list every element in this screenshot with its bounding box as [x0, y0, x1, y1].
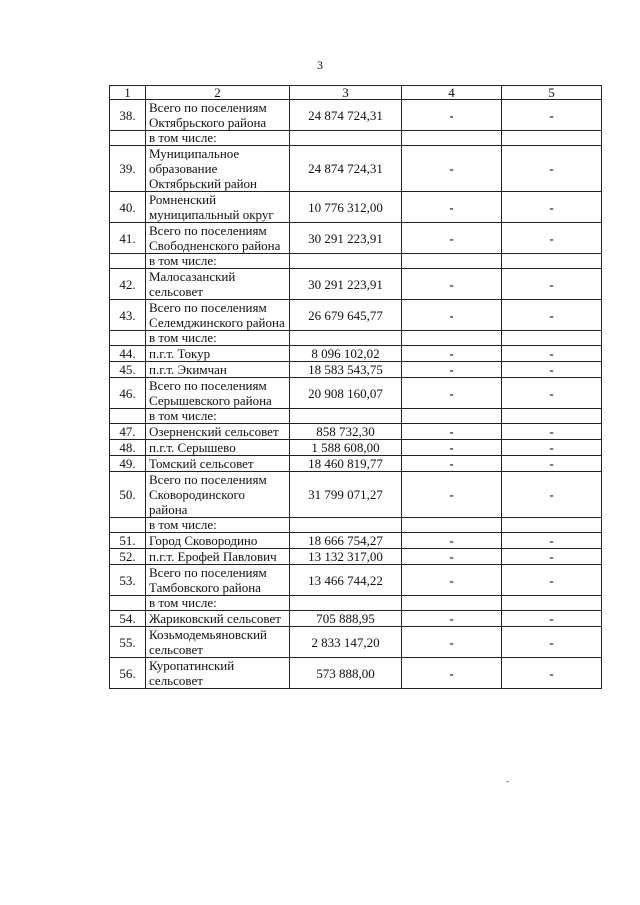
row-amount: [290, 596, 402, 611]
table-subheader-row: [110, 331, 602, 346]
row-col-5: -: [502, 627, 602, 658]
row-col-4: -: [402, 658, 502, 689]
row-name: п.г.т. Ерофей Павлович: [146, 549, 290, 565]
row-number: 54.: [110, 611, 146, 627]
row-number: 42.: [110, 269, 146, 300]
row-amount: 24 874 724,31: [290, 100, 402, 131]
row-col-5: [502, 518, 602, 533]
row-amount: 30 291 223,91: [290, 223, 402, 254]
row-number: 44.: [110, 346, 146, 362]
row-name: Томский сельсовет: [146, 456, 290, 472]
table-body: [110, 86, 602, 689]
row-name: Муниципальное образование Октябрьский район: [146, 146, 290, 192]
table-row: [110, 611, 602, 627]
row-col-4: [402, 409, 502, 424]
table-row: [110, 456, 602, 472]
table-subheader-row: [110, 596, 602, 611]
row-name: Город Сковородино: [146, 533, 290, 549]
row-name: п.г.т. Экимчан: [146, 362, 290, 378]
table-row: [110, 658, 602, 689]
row-col-5: [502, 131, 602, 146]
row-number: 45.: [110, 362, 146, 378]
row-name: в том числе:: [146, 409, 290, 424]
row-number: 49.: [110, 456, 146, 472]
table-subheader-row: [110, 254, 602, 269]
row-name: п.г.т. Серышево: [146, 440, 290, 456]
row-col-5: -: [502, 346, 602, 362]
row-amount: 20 908 160,07: [290, 378, 402, 409]
budget-table: [109, 85, 602, 689]
row-col-5: -: [502, 269, 602, 300]
row-col-4: -: [402, 100, 502, 131]
row-amount: 13 132 317,00: [290, 549, 402, 565]
row-number: 38.: [110, 100, 146, 131]
row-col-4: -: [402, 549, 502, 565]
row-col-5: -: [502, 472, 602, 518]
table-row: [110, 300, 602, 331]
row-number: 52.: [110, 549, 146, 565]
row-col-5: -: [502, 146, 602, 192]
row-col-4: -: [402, 300, 502, 331]
row-name: Всего по поселениям Серышевского района: [146, 378, 290, 409]
row-col-4: -: [402, 440, 502, 456]
table-row: [110, 472, 602, 518]
table-row: [110, 362, 602, 378]
table-row: [110, 549, 602, 565]
row-col-4: [402, 331, 502, 346]
row-amount: [290, 131, 402, 146]
row-number: 55.: [110, 627, 146, 658]
row-col-4: -: [402, 424, 502, 440]
stray-mark: -: [506, 776, 509, 786]
row-col-4: [402, 254, 502, 269]
row-number: [110, 131, 146, 146]
row-col-4: -: [402, 362, 502, 378]
table-row: [110, 146, 602, 192]
table-row: [110, 627, 602, 658]
row-col-5: -: [502, 300, 602, 331]
row-amount: 18 583 543,75: [290, 362, 402, 378]
row-col-5: -: [502, 456, 602, 472]
row-col-4: -: [402, 146, 502, 192]
row-number: 51.: [110, 533, 146, 549]
row-number: [110, 518, 146, 533]
table-subheader-row: [110, 131, 602, 146]
table-row: [110, 378, 602, 409]
row-col-4: -: [402, 346, 502, 362]
row-amount: 1 588 608,00: [290, 440, 402, 456]
row-col-5: -: [502, 424, 602, 440]
row-col-4: -: [402, 378, 502, 409]
row-col-5: -: [502, 192, 602, 223]
row-name: Козьмодемьяновский сельсовет: [146, 627, 290, 658]
row-number: 40.: [110, 192, 146, 223]
table-row: [110, 346, 602, 362]
row-name: Ромненский муниципальный округ: [146, 192, 290, 223]
row-col-5: [502, 409, 602, 424]
row-col-5: -: [502, 611, 602, 627]
row-name: Малосазанский сельсовет: [146, 269, 290, 300]
row-number: [110, 254, 146, 269]
row-col-4: -: [402, 456, 502, 472]
row-amount: 10 776 312,00: [290, 192, 402, 223]
row-amount: 30 291 223,91: [290, 269, 402, 300]
table-row: [110, 424, 602, 440]
row-col-5: -: [502, 378, 602, 409]
row-name: Всего по поселениям Сковородинского района: [146, 472, 290, 518]
row-number: 50.: [110, 472, 146, 518]
page-number: 3: [317, 58, 323, 72]
row-number: 47.: [110, 424, 146, 440]
row-number: 41.: [110, 223, 146, 254]
header-col-2: 2: [146, 86, 290, 100]
row-col-5: -: [502, 100, 602, 131]
row-name: в том числе:: [146, 254, 290, 269]
row-amount: 705 888,95: [290, 611, 402, 627]
row-col-5: [502, 596, 602, 611]
row-amount: [290, 518, 402, 533]
row-col-4: -: [402, 627, 502, 658]
row-col-4: -: [402, 472, 502, 518]
table-subheader-row: [110, 518, 602, 533]
table-row: [110, 440, 602, 456]
header-col-1: 1: [110, 86, 146, 100]
row-number: [110, 596, 146, 611]
row-name: Всего по поселениям Селемджинского района: [146, 300, 290, 331]
row-col-5: [502, 254, 602, 269]
row-col-4: [402, 596, 502, 611]
row-amount: 26 679 645,77: [290, 300, 402, 331]
table-row: [110, 269, 602, 300]
row-col-5: -: [502, 223, 602, 254]
row-col-5: -: [502, 565, 602, 596]
row-amount: 8 096 102,02: [290, 346, 402, 362]
row-name: п.г.т. Токур: [146, 346, 290, 362]
row-amount: 2 833 147,20: [290, 627, 402, 658]
row-amount: [290, 331, 402, 346]
row-name: Жариковский сельсовет: [146, 611, 290, 627]
row-col-5: -: [502, 440, 602, 456]
row-name: в том числе:: [146, 518, 290, 533]
row-name: Куропатинский сельсовет: [146, 658, 290, 689]
row-number: [110, 331, 146, 346]
header-col-5: 5: [502, 86, 602, 100]
row-number: 56.: [110, 658, 146, 689]
row-name: в том числе:: [146, 596, 290, 611]
table-subheader-row: [110, 409, 602, 424]
row-name: в том числе:: [146, 131, 290, 146]
row-col-4: -: [402, 223, 502, 254]
row-name: Озерненский сельсовет: [146, 424, 290, 440]
row-col-5: -: [502, 658, 602, 689]
row-col-4: -: [402, 269, 502, 300]
row-number: [110, 409, 146, 424]
row-amount: [290, 254, 402, 269]
row-number: 43.: [110, 300, 146, 331]
row-col-4: -: [402, 192, 502, 223]
table-row: [110, 192, 602, 223]
table-row: [110, 100, 602, 131]
table-row: [110, 533, 602, 549]
row-amount: [290, 409, 402, 424]
row-col-4: -: [402, 533, 502, 549]
row-amount: 858 732,30: [290, 424, 402, 440]
row-number: 46.: [110, 378, 146, 409]
header-col-4: 4: [402, 86, 502, 100]
table-row: [110, 565, 602, 596]
header-col-3: 3: [290, 86, 402, 100]
row-col-5: -: [502, 549, 602, 565]
row-col-5: -: [502, 533, 602, 549]
row-col-4: -: [402, 611, 502, 627]
row-name: в том числе:: [146, 331, 290, 346]
row-amount: 24 874 724,31: [290, 146, 402, 192]
row-col-5: [502, 331, 602, 346]
table-header-row: [110, 86, 602, 100]
row-amount: 13 466 744,22: [290, 565, 402, 596]
row-name: Всего по поселениям Свободненского района: [146, 223, 290, 254]
row-amount: 573 888,00: [290, 658, 402, 689]
row-number: 53.: [110, 565, 146, 596]
row-col-4: -: [402, 565, 502, 596]
row-col-5: -: [502, 362, 602, 378]
row-col-4: [402, 131, 502, 146]
row-name: Всего по поселениям Октябрьского района: [146, 100, 290, 131]
row-name: Всего по поселениям Тамбовского района: [146, 565, 290, 596]
row-col-4: [402, 518, 502, 533]
row-amount: 31 799 071,27: [290, 472, 402, 518]
row-number: 48.: [110, 440, 146, 456]
row-number: 39.: [110, 146, 146, 192]
table-row: [110, 223, 602, 254]
row-amount: 18 666 754,27: [290, 533, 402, 549]
row-amount: 18 460 819,77: [290, 456, 402, 472]
